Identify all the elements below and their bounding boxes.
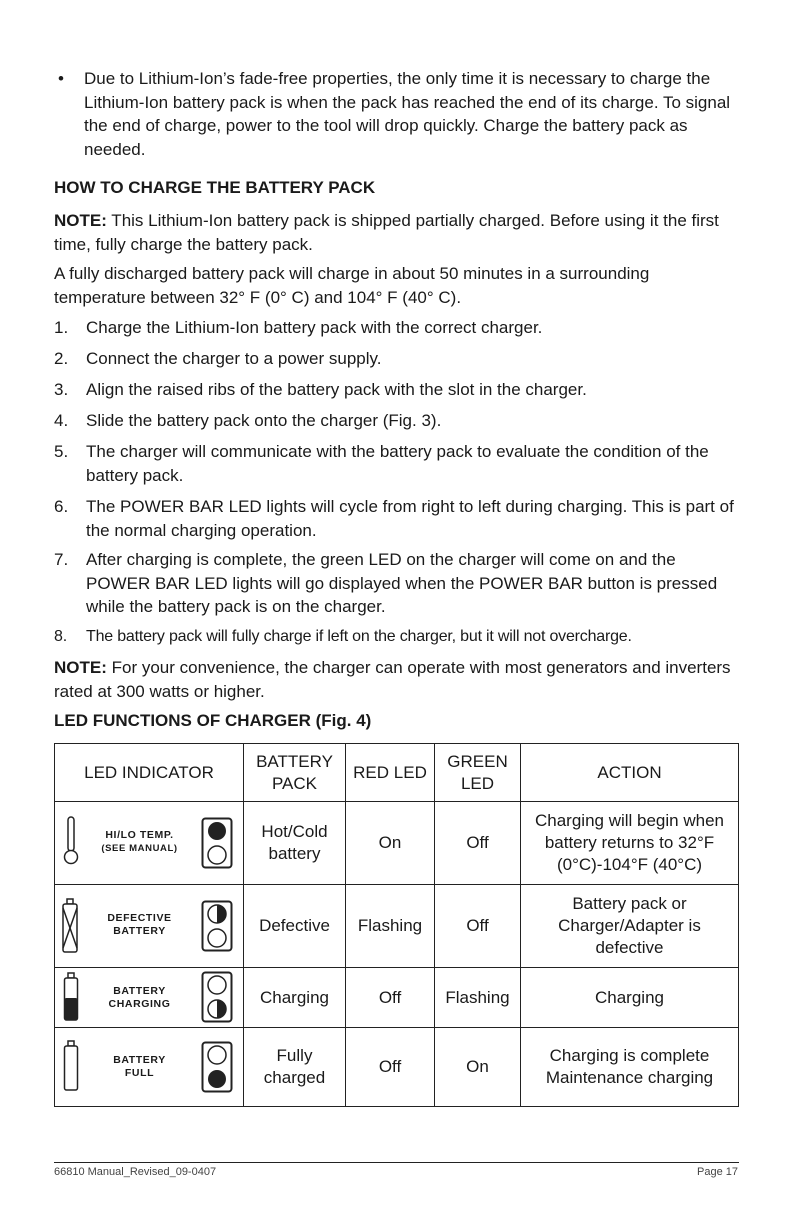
step-number: 3.: [54, 380, 69, 399]
step-number: 1.: [54, 318, 69, 337]
indicator-label: HI/LO TEMP. (SEE MANUAL): [101, 829, 178, 854]
footer-page-number: Page 17: [697, 1166, 738, 1178]
battery-pack-cell: Hot/Cold battery: [244, 802, 346, 885]
intro-bullet-text: Due to Lithium-Ion’s fade-free properties, the only time it is necessary to charge the Lithium-Ion battery pack is when the pack has reached the end of its charge. To signal the end of charge, power to the tool will drop quickly. Charge the battery pack as needed.: [84, 69, 731, 159]
action-cell: Battery pack or Charger/Adapter is defective: [521, 885, 739, 968]
led-pair-red-on-icon: [201, 817, 233, 869]
note-text: For your convenience, the charger can operate with most generators and inverters rated at 300 watts or higher.: [54, 658, 731, 701]
red-led-cell: Off: [346, 968, 435, 1028]
red-led-cell: Off: [346, 1028, 435, 1107]
step-number: 8.: [54, 628, 67, 645]
battery-pack-cell: Charging: [244, 968, 346, 1028]
action-cell: Charging is complete Maintenance charging: [521, 1028, 739, 1107]
step-text: The charger will communicate with the battery pack to evaluate the condition of the battery pack.: [86, 442, 709, 485]
indicator-cell: [55, 885, 244, 968]
discharge-time-paragraph: A fully discharged battery pack will charge in about 50 minutes in a surrounding temperature between 32° F (0° C) and 104° F (40° C).: [54, 264, 650, 307]
green-led-cell: On: [435, 1028, 521, 1107]
header-action: ACTION: [521, 744, 739, 802]
indicator-label: BATTERY FULL: [113, 1054, 166, 1079]
footer-divider: [54, 1162, 739, 1163]
footer-document-id: 66810 Manual_Revised_09-0407: [54, 1166, 217, 1178]
header-green-led: GREEN LED: [435, 744, 521, 802]
step-text: Connect the charger to a power supply.: [86, 349, 382, 368]
green-led-cell: Off: [435, 885, 521, 968]
table-row: [55, 885, 739, 968]
battery-charging-icon: [63, 972, 79, 1022]
step-number: 2.: [54, 349, 69, 368]
header-battery-pack: BATTERY PACK: [244, 744, 346, 802]
green-led-cell: Off: [435, 802, 521, 885]
section-title-how-to-charge: HOW TO CHARGE THE BATTERY PACK: [54, 178, 376, 197]
table-row: [55, 802, 739, 885]
note-shipped-partially-charged: [54, 209, 744, 256]
action-cell: Charging: [521, 968, 739, 1028]
step-text: Slide the battery pack onto the charger (Fig. 3).: [86, 411, 442, 430]
indicator-cell: [55, 802, 244, 885]
note-label: NOTE:: [54, 658, 107, 677]
note-generators: [54, 656, 744, 703]
action-cell: Charging will begin when battery returns to 32°F (0°C)-104°F (40°C): [521, 802, 739, 885]
led-pair-red-flashing-icon: [201, 900, 233, 952]
indicator-label: BATTERY CHARGING: [108, 985, 171, 1010]
header-led-indicator: LED INDICATOR: [55, 744, 244, 802]
step-text: After charging is complete, the green LED on the charger will come on and the POWER BAR LED lights will go displayed when the POWER BAR button is pressed while the battery pack is on the charger.: [86, 550, 718, 616]
step-text: The POWER BAR LED lights will cycle from right to left during charging. This is part of the normal charging operation.: [86, 497, 734, 540]
led-pair-green-flashing-icon: [201, 971, 233, 1023]
table-row: [55, 1028, 739, 1107]
indicator-label: DEFECTIVE BATTERY: [107, 912, 172, 937]
battery-pack-cell: Fully charged: [244, 1028, 346, 1107]
indicator-cell: [55, 1028, 244, 1107]
section-title-led-functions: LED FUNCTIONS OF CHARGER (Fig. 4): [54, 711, 372, 730]
defective-battery-icon: [61, 898, 79, 954]
step-text: Align the raised ribs of the battery pack with the slot in the charger.: [86, 380, 587, 399]
table-header-row: [55, 744, 739, 802]
note-text: This Lithium-Ion battery pack is shipped partially charged. Before using it the first time, fully charge the battery pack.: [54, 211, 719, 254]
led-functions-table: [54, 743, 739, 1107]
step-text: The battery pack will fully charge if left on the charger, but it will not overcharge.: [86, 628, 632, 645]
note-label: NOTE:: [54, 211, 107, 230]
led-pair-green-on-icon: [201, 1041, 233, 1093]
table-row: [55, 968, 739, 1028]
bullet-dot: •: [58, 69, 64, 88]
indicator-cell: [55, 968, 244, 1028]
green-led-cell: Flashing: [435, 968, 521, 1028]
battery-pack-cell: Defective: [244, 885, 346, 968]
step-number: 5.: [54, 442, 69, 461]
step-text: Charge the Lithium-Ion battery pack with the correct charger.: [86, 318, 543, 337]
step-number: 4.: [54, 411, 69, 430]
header-red-led: RED LED: [346, 744, 435, 802]
battery-full-icon: [63, 1040, 79, 1092]
red-led-cell: On: [346, 802, 435, 885]
thermometer-icon: [63, 816, 79, 866]
red-led-cell: Flashing: [346, 885, 435, 968]
step-number: 7.: [54, 550, 69, 569]
step-number: 6.: [54, 497, 69, 516]
